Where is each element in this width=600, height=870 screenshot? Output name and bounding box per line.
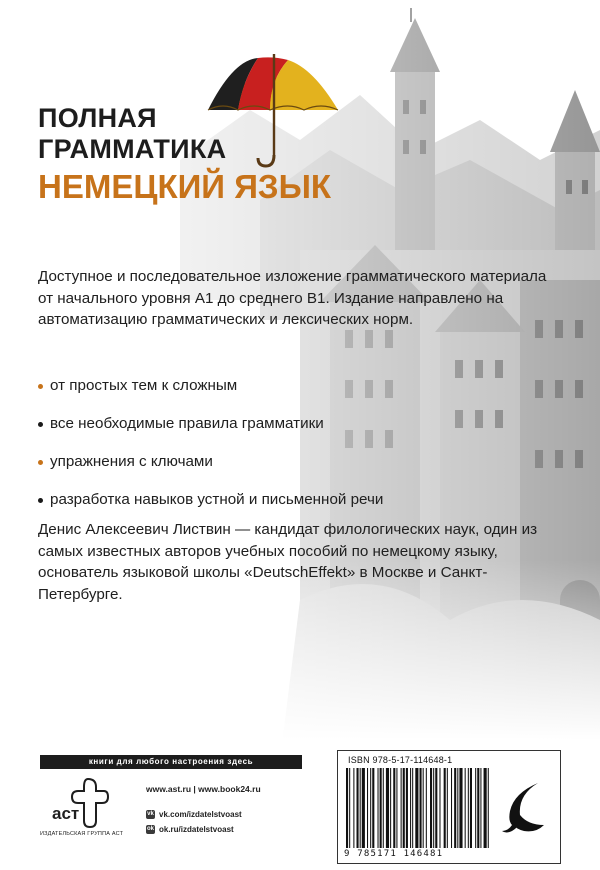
barcode-bar bbox=[357, 768, 359, 848]
vk-icon: vk bbox=[147, 810, 154, 817]
barcode-bar bbox=[396, 768, 397, 848]
feature-text: разработка навыков устной и письменной речи bbox=[50, 491, 384, 508]
barcode-bar bbox=[349, 768, 350, 848]
publisher-websites[interactable]: www.ast.ru | www.book24.ru bbox=[146, 784, 261, 794]
title-line-1: ПОЛНАЯ bbox=[38, 103, 157, 133]
ast-logo bbox=[48, 777, 110, 829]
author-note: Денис Алексеевич Листвин — кандидат филологических наук, один из самых известных авторов учебных пособий по немецкому языку, основатель языковой школы «DeutschEffekt» в Москве и Санкт-Петербурге. bbox=[38, 521, 538, 603]
barcode-bar bbox=[406, 768, 408, 848]
social-link-ok[interactable] bbox=[146, 823, 242, 835]
barcode-bar bbox=[412, 768, 413, 848]
feature-item bbox=[38, 376, 383, 396]
bullet-dot bbox=[38, 460, 43, 465]
feature-item bbox=[38, 452, 383, 472]
barcode-bar bbox=[415, 768, 418, 848]
barcode-bar bbox=[488, 768, 489, 848]
barcode-bar bbox=[430, 768, 432, 848]
feature-list bbox=[38, 376, 383, 528]
social-link-vk[interactable] bbox=[146, 808, 242, 820]
barcode-bar bbox=[346, 768, 348, 848]
barcode-bar bbox=[480, 768, 481, 848]
barcode-bar bbox=[362, 768, 365, 848]
social-link-text: ok.ru/izdatelstvoast bbox=[159, 824, 234, 834]
barcode-bar bbox=[393, 768, 395, 848]
ean-barcode bbox=[344, 768, 490, 850]
barcode-bar bbox=[468, 768, 469, 848]
ok-icon: ok bbox=[146, 825, 154, 832]
barcode-bar bbox=[401, 768, 402, 848]
barcode-bar bbox=[420, 768, 422, 848]
barcode-bar bbox=[423, 768, 424, 848]
isbn-number: ISBN 978-5-17-114648-1 bbox=[348, 755, 453, 765]
umbrella-illustration bbox=[198, 50, 348, 170]
bullet-dot bbox=[38, 384, 43, 389]
title-subject: НЕМЕЦКИЙ ЯЗЫК bbox=[38, 168, 332, 205]
barcode-bar bbox=[390, 768, 391, 848]
barcode-bar bbox=[459, 768, 462, 848]
feature-item bbox=[38, 414, 383, 434]
barcode-bar bbox=[457, 768, 458, 848]
barcode-bar bbox=[477, 768, 479, 848]
barcode-bar bbox=[465, 768, 466, 848]
barcode-bar bbox=[378, 768, 379, 848]
barcode-bar bbox=[372, 768, 374, 848]
barcode-bar bbox=[447, 768, 448, 848]
ast-logo-text: аст bbox=[52, 804, 80, 823]
barcode-bar bbox=[451, 768, 452, 848]
barcode-bar bbox=[470, 768, 472, 848]
barcode-bar bbox=[403, 768, 405, 848]
bullet-dot bbox=[38, 498, 43, 503]
social-link-text: vk.com/izdatelstvoast bbox=[159, 809, 242, 819]
barcode-bar bbox=[383, 768, 384, 848]
quill-icon bbox=[498, 781, 550, 837]
feature-text: от простых тем к сложным bbox=[50, 377, 238, 394]
barcode-bar bbox=[360, 768, 361, 848]
feature-text: упражнения с ключами bbox=[50, 453, 213, 470]
barcode-bar bbox=[353, 768, 354, 848]
barcode-bar bbox=[444, 768, 446, 848]
ean-digits: 9 785171 146481 bbox=[344, 849, 444, 859]
barcode-bar bbox=[386, 768, 389, 848]
barcode-bar bbox=[426, 768, 427, 848]
book-description: Доступное и последовательное изложение грамматического материала от начального уровня А1 до среднего В1. Издание направлено на автоматизацию грамматических и лексических норм. bbox=[38, 268, 547, 328]
barcode-bar bbox=[380, 768, 382, 848]
barcode-bar bbox=[484, 768, 487, 848]
feature-text: все необходимые правила грамматики bbox=[50, 415, 324, 432]
barcode-bar bbox=[439, 768, 440, 848]
barcode-bar bbox=[435, 768, 437, 848]
barcode-bar bbox=[370, 768, 371, 848]
barcode-bar bbox=[410, 768, 411, 848]
barcode-bar bbox=[367, 768, 368, 848]
title-line-2: ГРАММАТИКА bbox=[38, 134, 227, 164]
bullet-dot bbox=[38, 422, 43, 427]
social-links bbox=[146, 808, 242, 838]
barcode-box bbox=[337, 750, 561, 864]
barcode-bar bbox=[433, 768, 434, 848]
feature-item bbox=[38, 490, 383, 510]
publisher-tagline: книги для любого настроения здесь bbox=[40, 755, 302, 769]
barcode-bar bbox=[475, 768, 476, 848]
barcode-bar bbox=[454, 768, 456, 848]
publisher-name: ИЗДАТЕЛЬСКАЯ ГРУППА АСТ bbox=[40, 831, 124, 837]
